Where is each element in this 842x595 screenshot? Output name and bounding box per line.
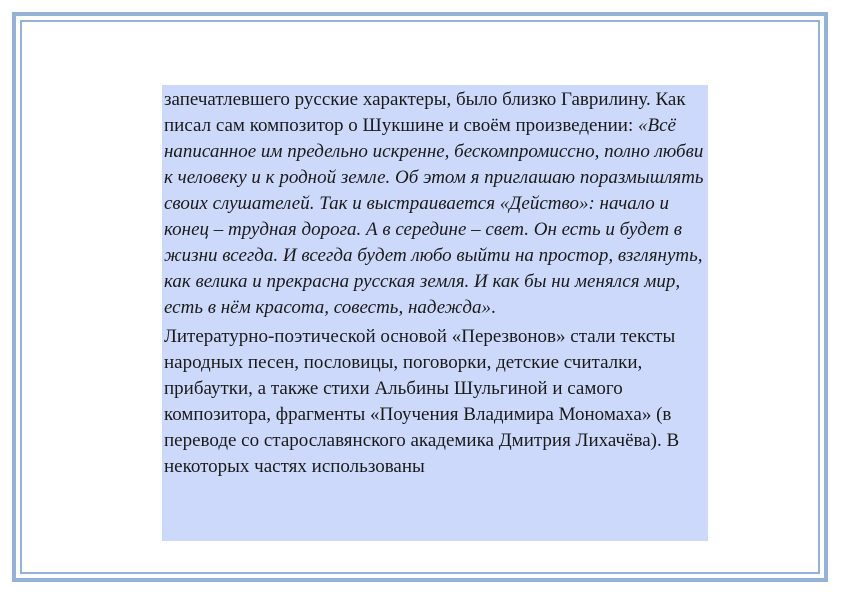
paragraph-1-quote: «Всё написанное им предельно искренне, бескомпромиссно, полно любви к человеку и к родной земле. Об этом я приглашаю поразмышлять своих слушателей. Так и выстраивается «Действо»: начало и конец – трудная дорога. А в середине – свет. Он есть и будет в жизни всегда. И всегда будет любо выйти на простор, взглянуть, как велика и прекрасна русская земля. И как бы ни менялся мир, есть в нём красота, совесть, надежда» xyxy=(164,115,704,318)
text-box xyxy=(162,85,708,541)
paragraph-1-lead: запечатлевшего русские характеры, было близко Гаврилину. Как писал сам композитор о Шукшине и своём произведении: xyxy=(164,89,686,136)
paragraph-1 xyxy=(164,87,708,321)
paragraph-2: Литературно-поэтической основой «Перезвонов» стали тексты народных песен, пословицы, поговорки, детские считалки, прибаутки, а также стихи Альбины Шульгиной и самого композитора, фрагменты «Поучения Владимира Мономаха» (в переводе со старославянского академика Дмитрия Лихачёва). В некоторых частях использованы xyxy=(164,326,680,477)
paragraph-1-tail: . xyxy=(490,297,496,318)
